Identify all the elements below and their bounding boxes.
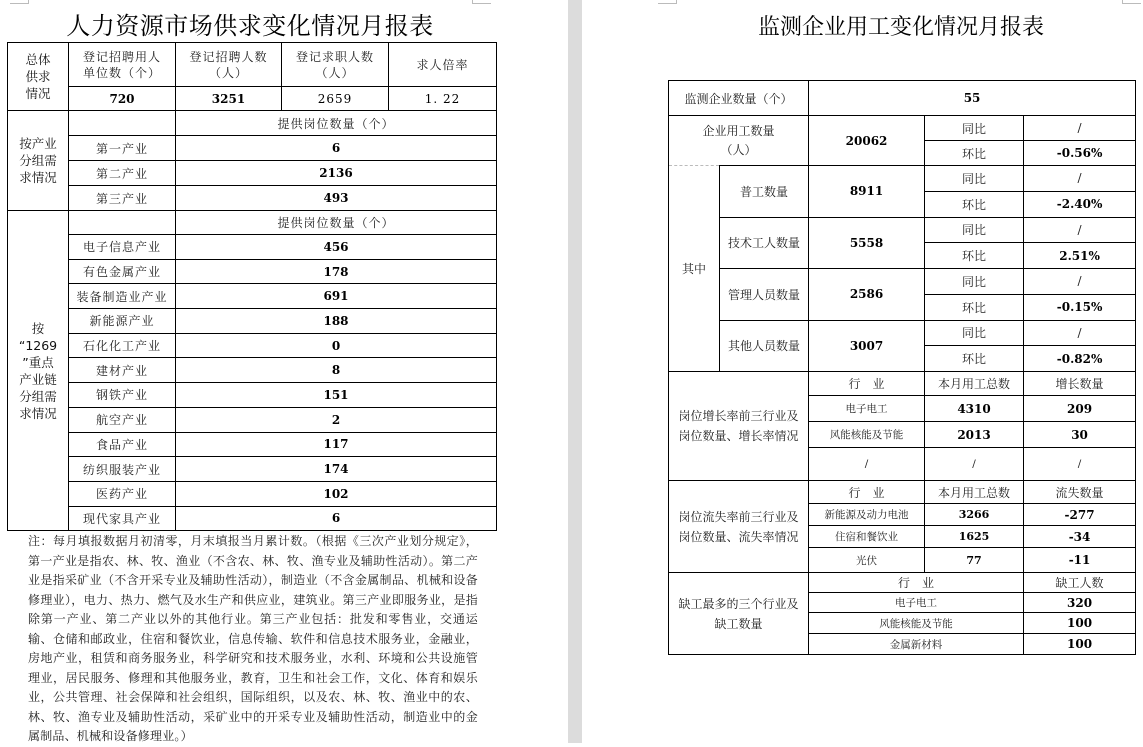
shortage-header-industry: 行 业 — [809, 573, 1024, 593]
value-demand-ratio: 1. 22 — [389, 87, 497, 111]
employment-yoy-value: / — [1024, 116, 1136, 141]
growth-change: / — [1024, 448, 1136, 481]
employment-label: 企业用工数量 （人） — [669, 116, 809, 166]
header-jobseeker-count: 登记求职人数 （人） — [282, 43, 389, 87]
shortage-count: 100 — [1024, 613, 1136, 634]
breakdown-yoy-value: / — [1024, 217, 1136, 243]
employment-value: 20062 — [809, 116, 925, 166]
chain-industry-value: 0 — [176, 333, 497, 358]
breakdown-row — [669, 166, 1136, 192]
chain-industry-name: 食品产业 — [69, 432, 176, 457]
shortage-count: 320 — [1024, 593, 1136, 613]
value-recruit-count: 3251 — [176, 87, 282, 111]
growth-change: 30 — [1024, 422, 1136, 448]
shortage-industry: 电子电工 — [809, 593, 1024, 613]
chain-industry-value: 2 — [176, 407, 497, 432]
sector-column-header: 提供岗位数量（个） — [176, 111, 497, 136]
right-report-title: 监测企业用工变化情况月报表 — [757, 15, 1044, 40]
monitored-count-value: 55 — [809, 81, 1136, 116]
left-report-title: 人力资源市场供求变化情况月报表 — [66, 12, 434, 40]
chain-row — [8, 432, 497, 457]
chain-industry-name: 航空产业 — [69, 407, 176, 432]
sector-name: 第二产业 — [69, 161, 176, 186]
breakdown-value: 2586 — [809, 269, 925, 321]
chain-industry-name: 装备制造业产业 — [69, 284, 176, 309]
breakdown-name: 普工数量 — [720, 166, 809, 218]
header-demand-ratio: 求人倍率 — [389, 43, 497, 87]
page-gutter — [568, 0, 582, 743]
employment-yoy-label: 同比 — [925, 116, 1024, 141]
sector-value: 2136 — [176, 161, 497, 186]
breakdown-name: 管理人员数量 — [720, 269, 809, 321]
chain-industry-name: 新能源产业 — [69, 309, 176, 334]
chain-column-header: 提供岗位数量（个） — [176, 211, 497, 235]
shortage-industry: 风能核能及节能 — [809, 613, 1024, 634]
header-employer-count: 登记招聘用人 单位数（个） — [69, 43, 176, 87]
loss-change: -11 — [1024, 548, 1136, 573]
breakdown-value: 8911 — [809, 166, 925, 218]
chain-industry-name: 钢铁产业 — [69, 383, 176, 408]
breakdown-yoy-value: / — [1024, 166, 1136, 192]
supply-demand-table — [7, 42, 497, 531]
sector-row — [8, 161, 497, 186]
loss-industry: 新能源及动力电池 — [809, 504, 925, 526]
breakdown-yoy-label: 同比 — [925, 166, 1024, 192]
growth-change: 209 — [1024, 396, 1136, 422]
breakdown-row — [669, 269, 1136, 295]
growth-total: 4310 — [925, 396, 1024, 422]
breakdown-mom-label: 环比 — [925, 294, 1024, 320]
chain-industry-name: 石化化工产业 — [69, 333, 176, 358]
growth-industry: 电子电工 — [809, 396, 925, 422]
footnote: 注：每月填报数据月初清零，月末填报当月累计数。（根据《三次产业划分规定》，第一产业是指农、林、牧、渔业（不含农、林、牧、渔专业及辅助性活动）。第二产业是指采矿业（不含开采专业及辅助性活动），制造业（不含金属制品、机械和设备修理业），电力、热力、燃气及水生产和供应业，建筑业。第三产业即服务业，是指除第一产业、第二产业以外的其他行业。第三产业包括：批发和零售业，交通运输、仓储和邮政业，住宿和餐饮业，信息传输、软件和信息技术服务业，金融业，房地产业，租赁和商务服务业，科学研究和技术服务业，水利、环境和公共设施管理业，居民服务、修理和其他服务业，教育，卫生和社会工作，文化、体育和娱乐业，公共管理、社会保障和社会组织，国际组织，以及农、林、牧、渔业中的农、林、牧、渔专业及辅助性活动，采矿业中的开采专业及辅助性活动，制造业中的金属制品、机械和设备修理业。） — [28, 534, 478, 743]
chain-industry-value: 456 — [176, 235, 497, 260]
chain-row — [8, 506, 497, 531]
loss-header-industry: 行 业 — [809, 481, 925, 504]
chain-row-label: 按 “1269 ”重点 产业链 分组需 求情况 — [8, 211, 69, 531]
growth-industry: / — [809, 448, 925, 481]
breakdown-mom-label: 环比 — [925, 191, 1024, 217]
chain-row — [8, 259, 497, 284]
shortage-industry: 金属新材料 — [809, 634, 1024, 655]
breakdown-mom-label: 环比 — [925, 346, 1024, 372]
shortage-label: 缺工最多的三个行业及 缺工数量 — [669, 573, 809, 655]
breakdown-yoy-label: 同比 — [925, 217, 1024, 243]
breakdown-value: 5558 — [809, 217, 925, 269]
chain-industry-value: 8 — [176, 358, 497, 383]
value-jobseeker-count: 2659 — [282, 87, 389, 111]
breakdown-row — [669, 320, 1136, 346]
chain-row — [8, 407, 497, 432]
loss-header-change: 流失数量 — [1024, 481, 1136, 504]
employment-mom-label: 环比 — [925, 141, 1024, 166]
loss-total: 1625 — [925, 526, 1024, 548]
chain-row — [8, 383, 497, 408]
growth-industry: 风能核能及节能 — [809, 422, 925, 448]
chain-row — [8, 333, 497, 358]
loss-change: -34 — [1024, 526, 1136, 548]
loss-total: 3266 — [925, 504, 1024, 526]
monitored-count-label: 监测企业数量（个） — [669, 81, 809, 116]
chain-row — [8, 284, 497, 309]
growth-header-change: 增长数量 — [1024, 372, 1136, 396]
sector-name: 第一产业 — [69, 136, 176, 161]
header-recruit-count: 登记招聘人数 （人） — [176, 43, 282, 87]
chain-row — [8, 309, 497, 334]
loss-total: 77 — [925, 548, 1024, 573]
loss-industry: 光伏 — [809, 548, 925, 573]
breakdown-mom-label: 环比 — [925, 243, 1024, 269]
chain-industry-value: 174 — [176, 457, 497, 482]
breakdown-mom-value: 2.51% — [1024, 243, 1136, 269]
breakdown-yoy-label: 同比 — [925, 269, 1024, 295]
breakdown-yoy-label: 同比 — [925, 320, 1024, 346]
breakdown-yoy-value: / — [1024, 320, 1136, 346]
breakdown-value: 3007 — [809, 320, 925, 372]
breakdown-name: 其他人员数量 — [720, 320, 809, 372]
breakdown-mom-value: -0.15% — [1024, 294, 1136, 320]
chain-industry-value: 6 — [176, 506, 497, 531]
breakdown-name: 技术工人数量 — [720, 217, 809, 269]
breakdown-row — [669, 217, 1136, 243]
shortage-header-count: 缺工人数 — [1024, 573, 1136, 593]
sector-row — [8, 136, 497, 161]
chain-header-blank — [69, 211, 176, 235]
growth-header-industry: 行 业 — [809, 372, 925, 396]
loss-header-total: 本月用工总数 — [925, 481, 1024, 504]
sector-value: 6 — [176, 136, 497, 161]
chain-industry-name: 现代家具产业 — [69, 506, 176, 531]
growth-total: 2013 — [925, 422, 1024, 448]
loss-industry: 住宿和餐饮业 — [809, 526, 925, 548]
chain-industry-value: 117 — [176, 432, 497, 457]
sector-row-label: 按产业 分组需 求情况 — [8, 111, 69, 211]
overall-row-label: 总体 供求 情况 — [8, 43, 69, 111]
breakdown-mom-value: -2.40% — [1024, 191, 1136, 217]
chain-industry-value: 151 — [176, 383, 497, 408]
shortage-count: 100 — [1024, 634, 1136, 655]
loss-label: 岗位流失率前三行业及 岗位数量、流失率情况 — [669, 481, 809, 573]
page-corner-mark — [1122, 0, 1141, 4]
chain-row — [8, 235, 497, 260]
growth-header-total: 本月用工总数 — [925, 372, 1024, 396]
chain-industry-name: 纺织服装产业 — [69, 457, 176, 482]
chain-industry-name: 电子信息产业 — [69, 235, 176, 260]
sector-name: 第三产业 — [69, 186, 176, 211]
chain-industry-value: 691 — [176, 284, 497, 309]
breakdown-yoy-value: / — [1024, 269, 1136, 295]
chain-row — [8, 457, 497, 482]
growth-total: / — [925, 448, 1024, 481]
chain-industry-value: 188 — [176, 309, 497, 334]
sector-header-blank — [69, 111, 176, 136]
chain-industry-value: 178 — [176, 259, 497, 284]
chain-industry-name: 有色金属产业 — [69, 259, 176, 284]
page-corner-mark — [10, 0, 29, 4]
chain-industry-name: 医药产业 — [69, 481, 176, 506]
enterprise-employment-table — [668, 80, 1136, 655]
chain-industry-value: 102 — [176, 481, 497, 506]
employment-mom-value: -0.56% — [1024, 141, 1136, 166]
growth-label: 岗位增长率前三行业及 岗位数量、增长率情况 — [669, 372, 809, 481]
sector-row — [8, 186, 497, 211]
loss-change: -277 — [1024, 504, 1136, 526]
value-employer-count: 720 — [69, 87, 176, 111]
breakdown-mom-value: -0.82% — [1024, 346, 1136, 372]
chain-row — [8, 481, 497, 506]
chain-row — [8, 358, 497, 383]
of-which-label: 其中 — [669, 166, 720, 372]
page-corner-mark — [658, 0, 677, 4]
sector-value: 493 — [176, 186, 497, 211]
page-corner-mark — [472, 0, 491, 4]
chain-industry-name: 建材产业 — [69, 358, 176, 383]
